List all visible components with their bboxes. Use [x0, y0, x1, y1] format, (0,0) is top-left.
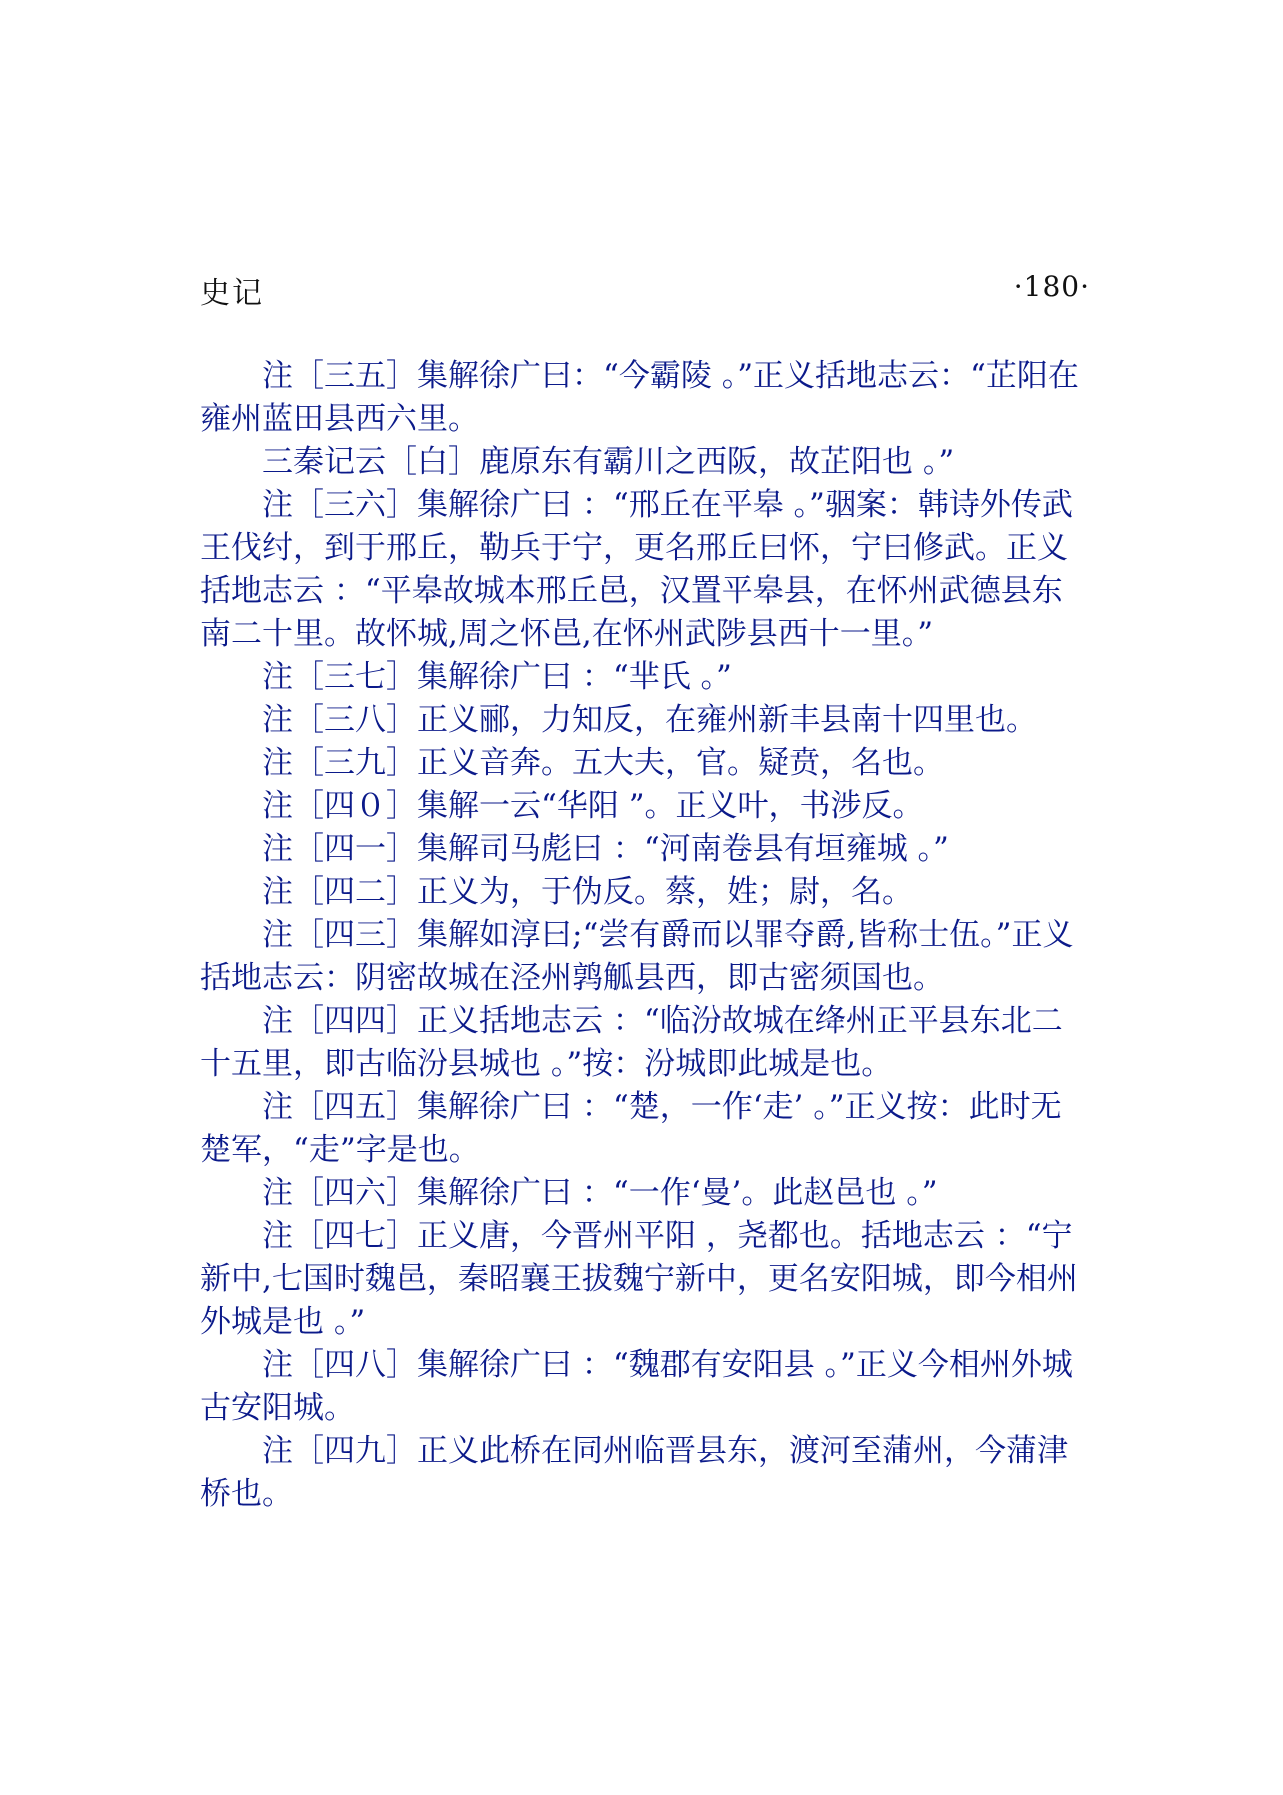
annotation-paragraph: 注［四九］正义此桥在同州临晋县东，渡河至蒲州，今蒲津桥也。 [200, 1433, 1068, 1512]
book-title: 史记 [200, 276, 264, 311]
annotation-paragraph: 注［三八］正义郦，力知反，在雍州新丰县南十四里也。 [262, 702, 1037, 738]
annotation-paragraph: 注［三六］集解徐广曰 ：“邢丘在平皋 。”骃案：韩诗外传武王伐纣，到于邢丘，勒兵于宁，更名邢丘曰怀，宁曰修武。正义括地志云 ：“平皋故城本邢丘邑，汉置平皋县，在怀州武德县东南二十里。故怀城,周之怀邑,在怀州武陟县西十一里。” [200, 487, 1073, 652]
annotation-paragraph: 三秦记云［白］鹿原东有霸川之西阪，故芷阳也 。” [262, 444, 955, 480]
annotation-paragraph: 注［四八］集解徐广曰 ：“魏郡有安阳县 。”正义今相州外城古安阳城。 [200, 1347, 1073, 1426]
page-number: ·180· [1013, 270, 1090, 303]
annotation-paragraph: 注［四三］集解如淳曰;“尝有爵而以罪夺爵,皆称士伍。”正义括地志云：阴密故城在泾州鹑觚县西，即古密须国也。 [200, 917, 1074, 996]
page-header [200, 268, 1090, 311]
page-body [200, 355, 1090, 1516]
annotation-paragraph: 注［四六］集解徐广曰 ：“一作‘曼’。此赵邑也 。” [262, 1175, 938, 1211]
annotation-paragraph: 注［三五］集解徐广曰：“今霸陵 。”正义括地志云：“芷阳在雍州蓝田县西六里。 [200, 358, 1079, 437]
annotation-paragraph: 注［四二］正义为，于伪反。蔡，姓；尉，名。 [262, 874, 913, 910]
annotation-paragraph: 注［四一］集解司马彪曰 ：“河南卷县有垣雍城 。” [262, 831, 949, 867]
annotation-paragraph: 注［三七］集解徐广曰 ：“芈氏 。” [262, 659, 732, 695]
annotation-paragraph: 注［四０］集解一云“华阳 ”。正义叶，书涉反。 [262, 788, 924, 824]
annotation-paragraph: 注［四五］集解徐广曰 ：“楚，一作‘走’ 。”正义按：此时无楚军，“走”字是也。 [200, 1089, 1062, 1168]
annotation-paragraph: 注［四四］正义括地志云 ：“临汾故城在绛州正平县东北二十五里，即古临汾县城也 。”按：汾城即此城是也。 [200, 1003, 1063, 1082]
annotation-paragraph: 注［三九］正义音奔。五大夫，官。疑贲，名也。 [262, 745, 944, 781]
annotation-paragraph: 注［四七］正义唐，今晋州平阳 ，尧都也。括地志云 ：“宁新中,七国时魏邑，秦昭襄王拔魏宁新中，更名安阳城，即今相州外城是也 。” [200, 1218, 1078, 1340]
